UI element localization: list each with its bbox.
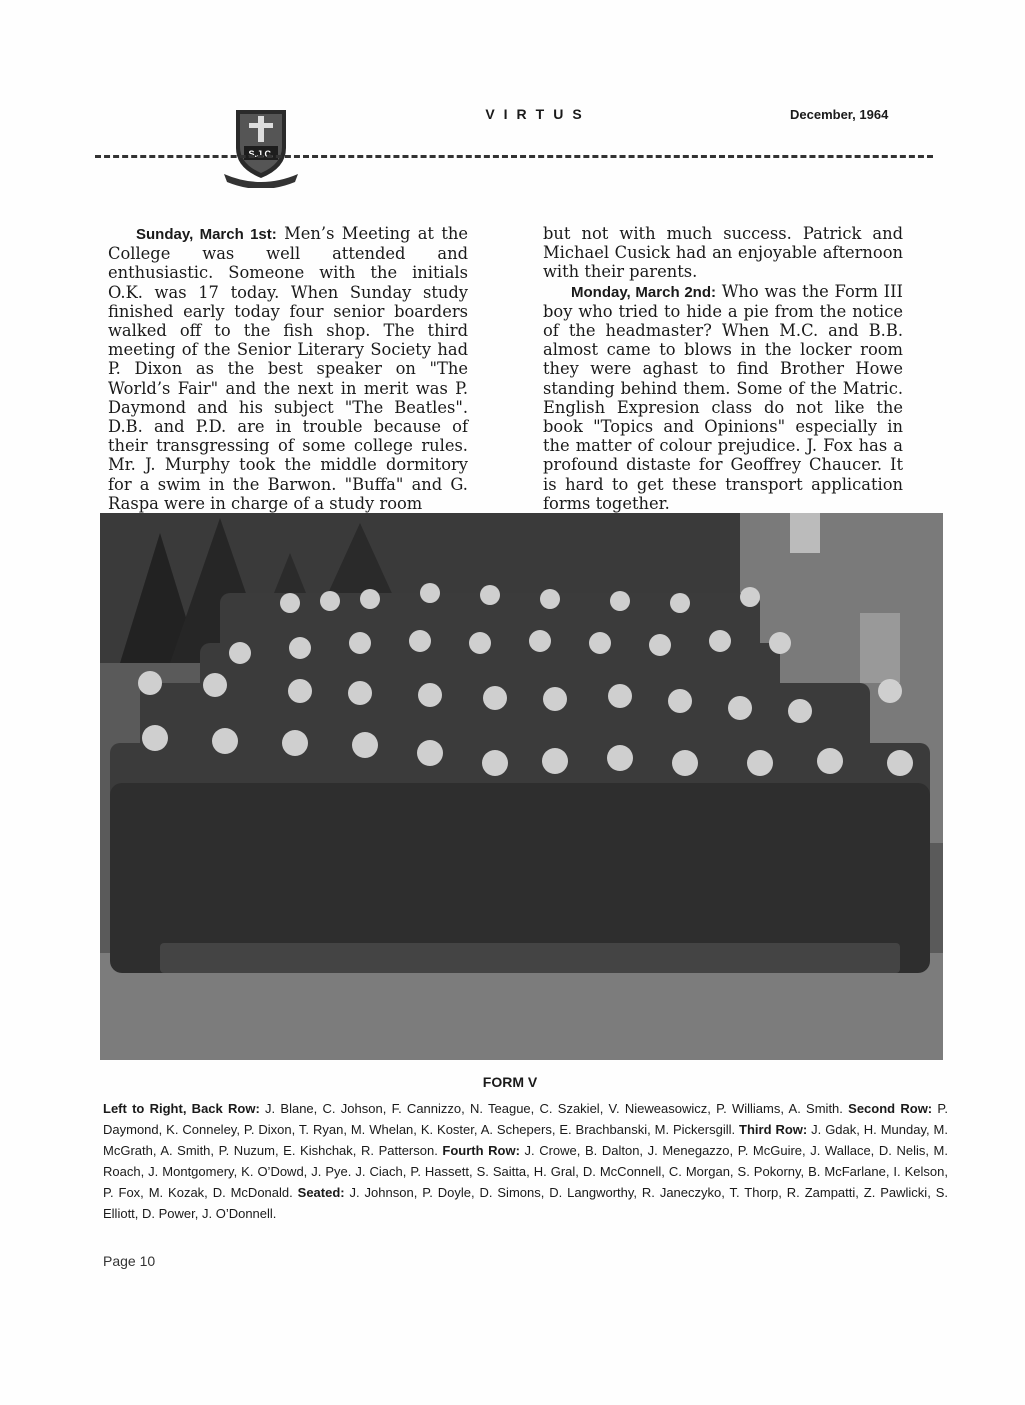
magazine-title: VIRTUS xyxy=(485,106,591,122)
row-names: J. Crowe, B. Dalton, J. Menegazzo, P. McGuire, J. Wallace, D. Nelis, M. Roach, J. Montgomery, K. O’Dowd, J. Pye. J. Ciach, P. Hassett, S. Saitta, H. Gral, D. McConnell, C. Morgan, S. Pokorny, B. McFarlane, I. Kelson, P. Fox, M. Kozak, D. McDonald. xyxy=(103,1143,948,1200)
header-rule xyxy=(95,155,933,158)
entry-date-label: Monday, March 2nd: xyxy=(571,283,716,301)
diary-entry-monday xyxy=(543,282,903,513)
entry-date-label: Sunday, March 1st: xyxy=(136,226,277,243)
entry-text: Men’s Meeting at the College was well attended and enthusiastic. Someone with the initials O.K. was 17 today. When Sunday study finished early today four senior boarders walked off to the fish shop. The third meeting of the Senior Literary Society had P. Dixon as the best speaker on "The World’s Fair" and the next in merit was P. Daymond and his subject "The Beatles". D.B. and P.D. are in trouble because of their transgressing of some college rules. Mr. J. Murphy took the middle dormitory for a swim in the Barwon. "Buffa" and G. Raspa were in charge of a study room xyxy=(108,224,468,513)
diary-entry-sunday xyxy=(108,224,468,513)
photo-caption-names xyxy=(103,1098,948,1224)
college-crest-icon xyxy=(222,104,300,188)
row-label: Fourth Row: xyxy=(442,1143,520,1158)
row-label: Second Row: xyxy=(848,1101,933,1116)
photo-caption-title: FORM V xyxy=(482,1074,538,1090)
diary-entry-continued: but not with much success. Patrick and Michael Cusick had an enjoyable afternoon with their parents. xyxy=(543,224,903,282)
issue-date: December, 1964 xyxy=(790,107,889,122)
row-label: Third Row: xyxy=(739,1122,808,1137)
page-number: Page 10 xyxy=(103,1253,156,1269)
row-label: Seated: xyxy=(297,1185,345,1200)
class-photograph xyxy=(100,513,943,1060)
left-column xyxy=(108,224,468,513)
entry-text: Who was the Form III boy who tried to hide a pie from the notice of the headmaster? When M.C. and B.B. almost came to blows in the locker room they were aghast to find Brother Howe standing behind them. Some of the Matric. English Expresion class do not like the book "Topics and Opinions" especially in the matter of colour prejudice. J. Fox has a profound distaste for Geoffrey Chaucer. It is hard to get these transport application forms together. xyxy=(543,281,903,513)
crest-letters: S.J.C. xyxy=(248,149,274,159)
row-label: Left to Right, Back Row: xyxy=(103,1101,260,1116)
row-names: P. Daymond, K. Conneley, P. Dixon, T. Ryan, M. Whelan, K. Koster, A. Schepers, E. Brachbanski, M. Pickersgill. xyxy=(103,1101,949,1137)
row-names: J. Johnson, P. Doyle, D. Simons, D. Langworthy, R. Janeczyko, T. Thorp, R. Zampatti, Z. Pawlicki, S. Elliott, D. Power, J. O’Donnell. xyxy=(103,1185,948,1221)
row-names: J. Blane, C. Johson, F. Cannizzo, N. Teague, C. Szakiel, V. Nieweasowicz, P. Williams, A. Smith. xyxy=(259,1101,849,1116)
row-names: J. Gdak, H. Munday, M. McGrath, A. Smith, P. Nuzum, E. Kishchak, R. Patterson. xyxy=(103,1122,948,1158)
right-column xyxy=(543,224,903,513)
